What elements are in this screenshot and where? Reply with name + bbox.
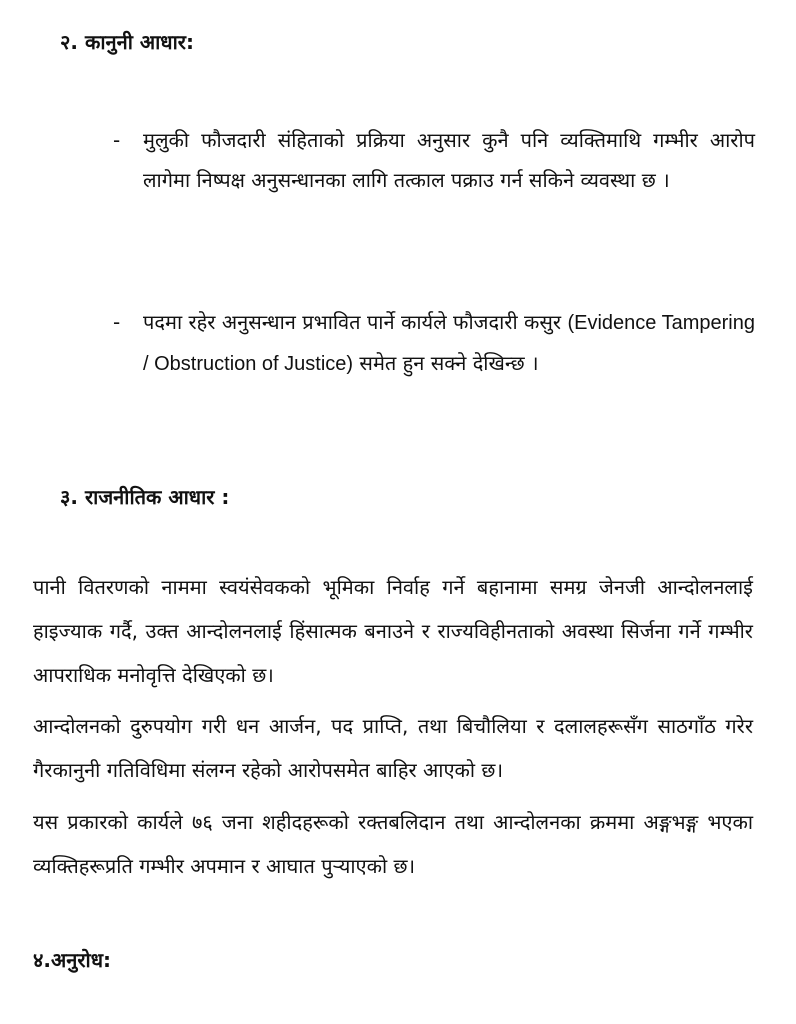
political-paragraph-1: पानी वितरणको नाममा स्वयंसेवकको भूमिका निर्वाह गर्ने बहानामा समग्र जेनजी आन्दोलनलाई हाइज्याक गर्दै, उक्त आन्दोलनलाई हिंसात्मक बनाउने र राज्यविहीनताको अवस्था सिर्जना गर्ने गम्भीर आपराधिक मनोवृत्ति देखिएको छ। — [33, 575, 753, 687]
legal-basis-heading: २. कानुनी आधार: — [60, 30, 194, 54]
political-paragraph-2: आन्दोलनको दुरुपयोग गरी धन आर्जन, पद प्राप्ति, तथा बिचौलिया र दलालहरूसँग साठगाँठ गरेर गैरकानुनी गतिविधिमा संलग्न रहेको आरोपसमेत बाहिर आएको छ। — [33, 714, 753, 782]
bullet-dash: - — [113, 310, 121, 334]
legal-point-1-text: मुलुकी फौजदारी संहिताको प्रक्रिया अनुसार कुनै पनि व्यक्तिमाथि गम्भीर आरोप लागेमा निष्पक्ष अनुसन्धानका लागि तत्काल पक्राउ गर्न सकिने व्यवस्था छ । — [143, 128, 755, 192]
legal-point-2-text-end: समेत हुन सक्ने देखिन्छ । — [353, 351, 539, 375]
legal-point-1 — [113, 120, 755, 200]
request-heading: ४.अनुरोध: — [33, 948, 112, 972]
political-basis-heading: ३. राजनीतिक आधार : — [60, 485, 230, 509]
legal-point-2 — [113, 302, 755, 384]
legal-point-2-text-start: पदमा रहेर अनुसन्धान प्रभावित पार्ने कार्यले फौजदारी कसुर — [143, 310, 568, 334]
political-paragraph-3: यस प्रकारको कार्यले ७६ जना शहीदहरूको रक्तबलिदान तथा आन्दोलनका क्रममा अङ्गभङ्ग भएका व्यक्तिहरूप्रति गम्भीर अपमान र आघात पुर्‍याएको छ। — [33, 810, 753, 878]
bullet-dash: - — [113, 128, 121, 152]
legal-point-2-text — [143, 302, 755, 384]
legal-point-2-latin-term: (Evidence Tampering / Obstruction of Justice) — [143, 312, 755, 375]
